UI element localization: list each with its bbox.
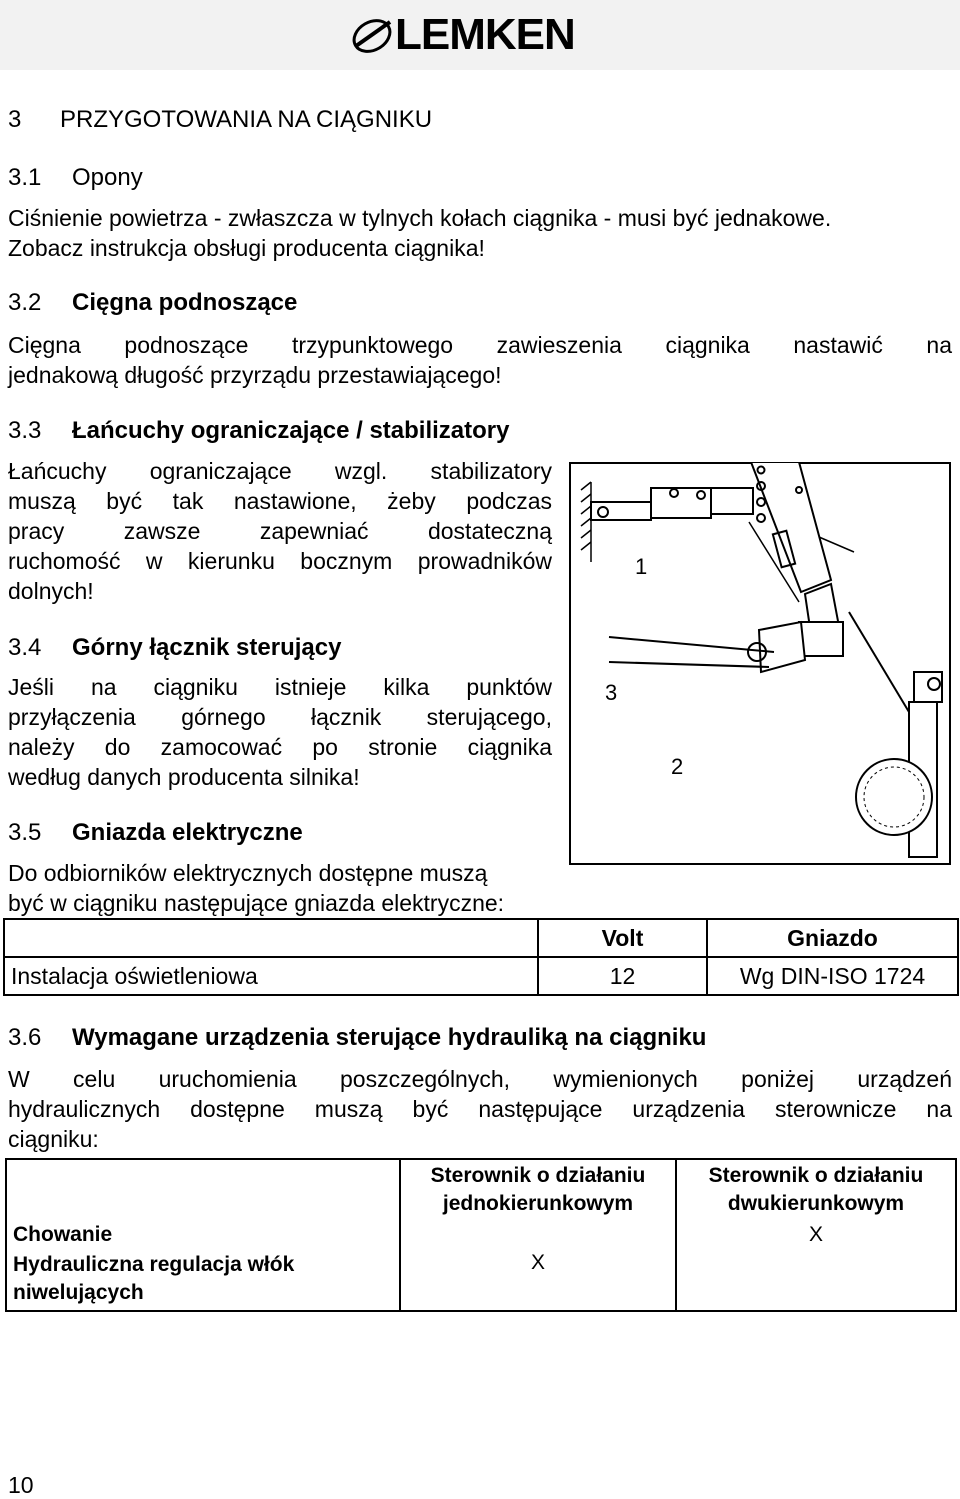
text-line: W celu uruchomienia poszczególnych, wymienionych poniżej urządzeń (8, 1066, 952, 1092)
sockets-table (3, 918, 959, 996)
section-number: 3.2 (8, 289, 42, 316)
table-cell: X (400, 1251, 676, 1311)
table-cell: Chowanie (6, 1219, 400, 1251)
header-cell (6, 1159, 400, 1219)
table-header-row (4, 919, 958, 957)
text-line: dolnych! (8, 578, 94, 604)
chapter-heading (8, 104, 432, 136)
figure-label-1: 1 (635, 554, 648, 579)
section-3-2-heading (8, 287, 297, 319)
section-number: 3.4 (8, 634, 42, 661)
table-cell: X (676, 1219, 956, 1251)
text-line: Do odbiorników elektrycznych dostępne muszą (8, 860, 488, 886)
section-title: Łańcuchy ograniczające / stabilizatory (72, 417, 510, 444)
text-line: muszą być tak nastawione, żeby podczas (8, 488, 552, 514)
table-cell: Hydrauliczna regulacja włók niwelujących (6, 1251, 400, 1311)
chapter-title: PRZYGOTOWANIA NA CIĄGNIKU (60, 106, 433, 133)
text-line: ciągniku: (8, 1126, 99, 1152)
table-cell: 12 (538, 957, 707, 995)
section-3-5-heading (8, 817, 303, 849)
section-number: 3.3 (8, 417, 42, 444)
section-title: Gniazda elektryczne (72, 819, 303, 846)
brand-name: LEMKEN (395, 10, 575, 59)
header-cell (4, 919, 538, 957)
text-line: należy do zamocować po stronie ciągnika (8, 734, 552, 760)
page-number: 10 (8, 1472, 34, 1498)
section-3-3-heading (8, 415, 509, 447)
figure-label-3: 3 (605, 680, 618, 705)
section-title: Opony (72, 164, 143, 191)
section-3-5-text (8, 858, 568, 918)
section-3-6-text (8, 1064, 952, 1154)
text-line: Łańcuchy ograniczające wzgl. stabilizatory (8, 458, 552, 484)
figure-label-2: 2 (671, 754, 684, 779)
text-line: ruchomość w kierunku bocznym prowadników (8, 548, 552, 574)
header-cell: Sterownik o działaniu dwukierunkowym (676, 1159, 956, 1219)
table-cell (400, 1219, 676, 1251)
section-title: Cięgna podnoszące (72, 289, 298, 316)
text-line: Zobacz instrukcja obsługi producenta ciągnika! (8, 235, 485, 261)
section-3-4-heading (8, 632, 341, 664)
text-line: Ciśnienie powietrza - zwłaszcza w tylnych kołach ciągnika - musi być jednakowe. (8, 205, 832, 231)
text-line: według danych producenta silnika! (8, 764, 360, 790)
table-cell: Wg DIN-ISO 1724 (707, 957, 958, 995)
section-3-2-text (8, 330, 952, 390)
text-line: być w ciągniku następujące gniazda elektryczne: (8, 890, 505, 916)
section-3-6-heading (8, 1022, 706, 1054)
section-number: 3.6 (8, 1024, 42, 1051)
text-line: hydraulicznych dostępne muszą być następujące urządzenia sterownicze na (8, 1096, 952, 1122)
section-title: Górny łącznik sterujący (72, 634, 342, 661)
table-row (6, 1251, 956, 1311)
table-row (4, 957, 958, 995)
text-line: Jeśli na ciągniku istnieje kilka punktów (8, 674, 552, 700)
header-cell: Volt (538, 919, 707, 957)
table-cell (676, 1251, 956, 1311)
header-cell: Sterownik o działaniu jednokierunkowym (400, 1159, 676, 1219)
text-line: przyłączenia górnego łącznik sterującego, (8, 704, 552, 730)
section-3-1-text (8, 203, 953, 263)
text-line: pracy zawsze zapewniać dostateczną (8, 518, 552, 544)
section-number: 3.1 (8, 164, 42, 191)
section-title: Wymagane urządzenia sterujące hydrauliką na ciągniku (72, 1024, 707, 1051)
section-number: 3.5 (8, 819, 42, 846)
section-3-3-text (8, 456, 552, 606)
header-cell: Gniazdo (707, 919, 958, 957)
text-line: Cięgna podnoszące trzypunktowego zawieszenia ciągnika nastawić na (8, 332, 952, 358)
section-3-1-heading (8, 162, 143, 194)
three-point-linkage-figure (569, 462, 951, 865)
section-3-4-text (8, 672, 552, 792)
hydraulics-table (5, 1158, 957, 1312)
table-header-row (6, 1159, 956, 1219)
text-line: jednakową długość przyrządu przestawiającego! (8, 362, 502, 388)
chapter-number: 3 (8, 106, 22, 133)
table-cell: Instalacja oświetleniowa (4, 957, 538, 995)
table-row (6, 1219, 956, 1251)
